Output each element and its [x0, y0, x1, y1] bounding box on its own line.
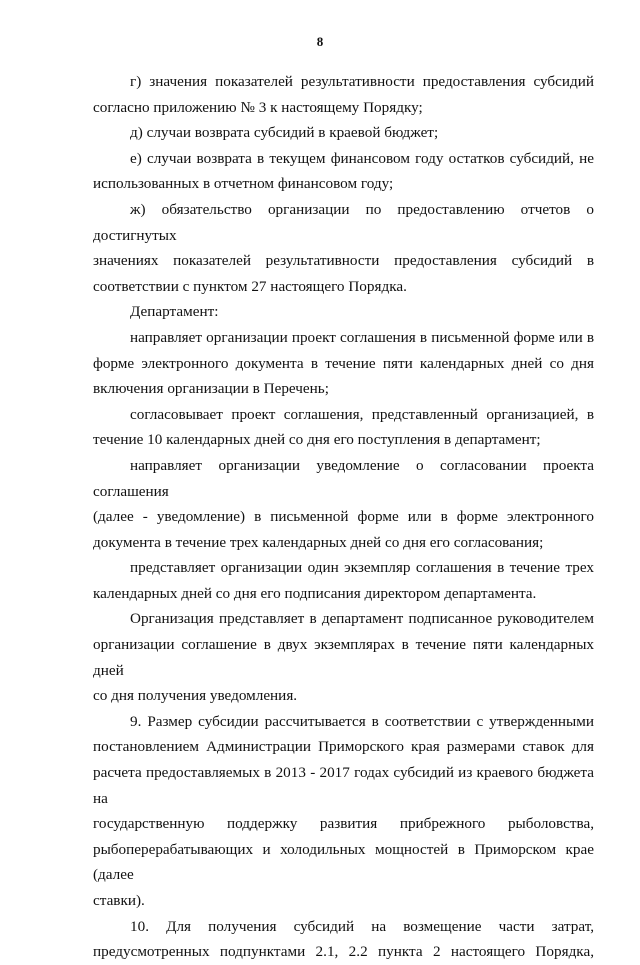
text-line: Департамент:: [130, 303, 219, 321]
page-number: 8: [316, 34, 324, 49]
text-line: предусмотренных подпунктами 2.1, 2.2 пункта 2 настоящего Порядка,: [93, 943, 594, 961]
text-line: ж) обязательство организации по предоставлению отчетов о достигнутых: [93, 200, 594, 244]
text-line: 10. Для получения субсидий на возмещение части затрат,: [130, 917, 594, 935]
text-line: организации соглашение в двух экземплярах в течение пяти календарных дней: [93, 636, 594, 679]
paragraph-submits-copy: [93, 555, 594, 606]
text-line: Организация представляет в департамент подписанное руководителем: [130, 610, 594, 628]
text-line: документа в течение трех календарных дней со дня его согласования;: [93, 533, 544, 551]
paragraph-e: [93, 146, 594, 197]
document-body: [93, 69, 594, 965]
paragraph-d: [93, 120, 594, 146]
paragraph-department: [93, 299, 594, 325]
paragraph-organization: [93, 606, 594, 708]
paragraph-g: [93, 69, 594, 120]
text-line: включения организации в Перечень;: [93, 380, 329, 398]
text-line: согласно приложению № 3 к настоящему Порядку;: [93, 98, 423, 116]
paragraph-10: [93, 914, 594, 965]
text-line: рыбоперерабатывающих и холодильных мощностей в Приморском крае (далее: [93, 840, 594, 884]
text-line: использованных в отчетном финансовом году;: [93, 175, 394, 193]
text-line: (далее - уведомление) в письменной форме или в форме электронного: [93, 508, 594, 526]
text-line: значениях показателей результативности предоставления субсидий в: [93, 252, 594, 270]
text-line: е) случаи возврата в текущем финансовом году остатков субсидий, не: [130, 149, 594, 167]
paragraph-sends-draft: [93, 325, 594, 402]
text-line: со дня получения уведомления.: [93, 687, 298, 705]
paragraph-sends-notice: [93, 453, 594, 555]
text-line: г) значения показателей результативности предоставления субсидий: [130, 73, 594, 90]
text-line: направляет организации проект соглашения в письменной форме или в: [130, 328, 594, 346]
text-line: ставки).: [93, 892, 145, 909]
text-line: представляет организации один экземпляр соглашения в течение трех: [130, 559, 594, 577]
text-line: государственную поддержку развития прибрежного рыболовства,: [93, 815, 594, 833]
text-line: 9. Размер субсидии рассчитывается в соответствии с утвержденными: [130, 712, 594, 730]
paragraph-zh: [93, 197, 594, 299]
text-line: расчета предоставляемых в 2013 - 2017 годах субсидий из краевого бюджета на: [93, 764, 594, 807]
text-line: форме электронного документа в течение пяти календарных дней со дня: [93, 354, 594, 372]
text-line: календарных дней со дня его подписания директором департамента.: [93, 584, 537, 602]
text-line: постановлением Администрации Приморского края размерами ставок для: [93, 738, 594, 756]
text-line: д) случаи возврата субсидий в краевой бюджет;: [130, 124, 439, 142]
text-line: течение 10 календарных дней со дня его поступления в департамент;: [93, 431, 541, 449]
text-line: согласовывает проект соглашения, представленный организацией, в: [130, 405, 594, 423]
text-line: направляет организации уведомление о согласовании проекта соглашения: [93, 456, 594, 500]
paragraph-9: [93, 709, 594, 914]
text-line: соответствии с пунктом 27 настоящего Порядка.: [93, 277, 407, 295]
paragraph-approves: [93, 402, 594, 453]
